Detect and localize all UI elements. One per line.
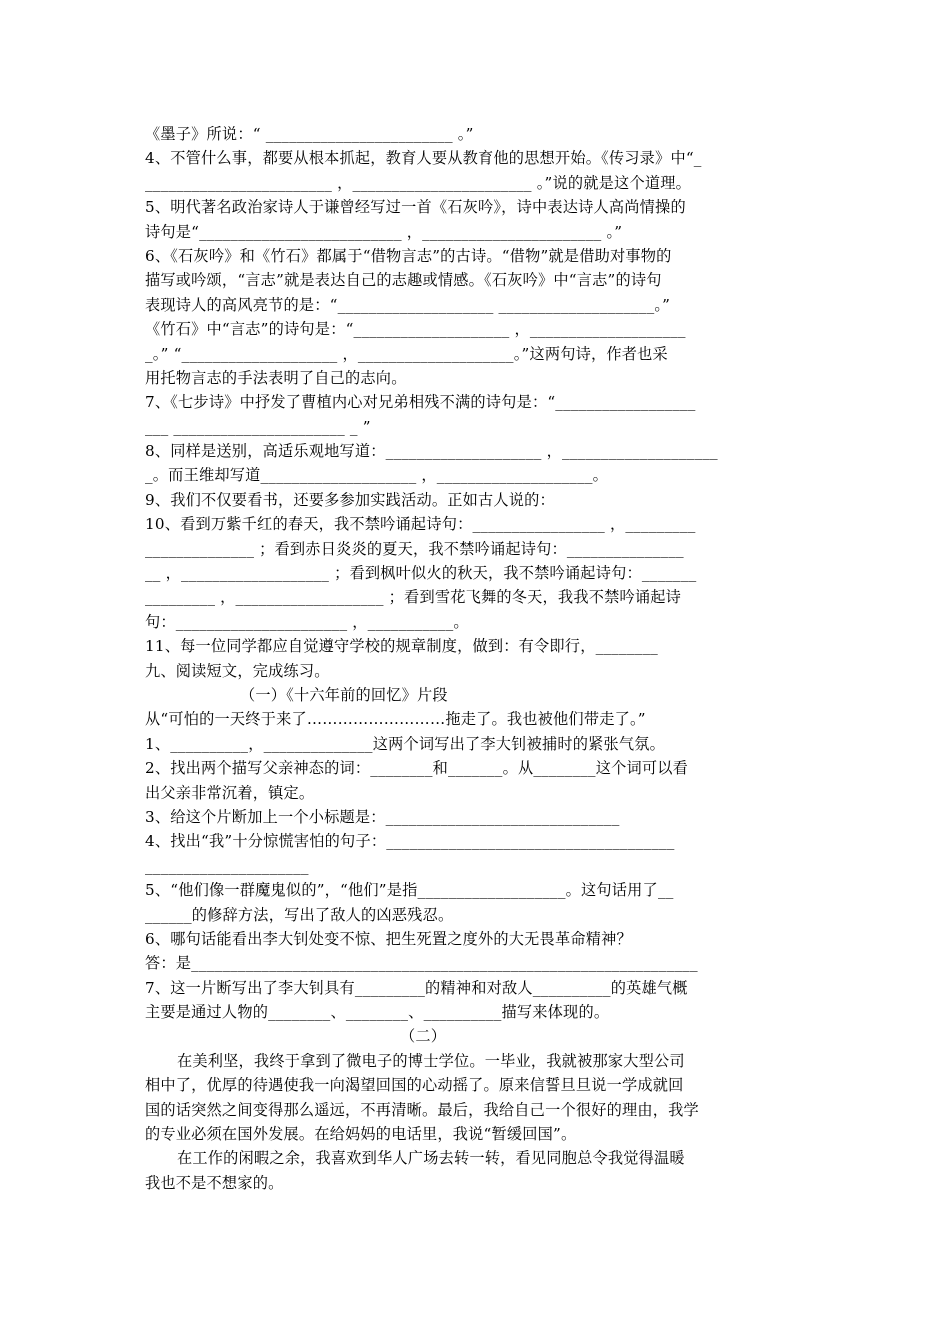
- text-line: 4、找出“我”十分惊慌害怕的句子：_____________________________________: [145, 832, 675, 851]
- text-line: 句：______________________ ，___________。: [145, 612, 469, 631]
- document-page: [145, 122, 810, 1195]
- text-line: _________ ，___________________ ；看到雪花飞舞的冬天，我我不禁吟诵起诗: [145, 588, 682, 607]
- text-line: 4、不管什么事，都要从根本抓起，教育人要从教育他的思想开始。《传习录》中“_: [145, 149, 702, 168]
- text-line: 从“可怕的一天终于来了………………………拖走了。我也被他们带走了。”: [145, 710, 646, 729]
- text-line: ______的修辞方法，写出了敌人的凶恶残忍。: [145, 905, 454, 924]
- text-line: 10、看到万紫千红的春天，我不禁吟诵起诗句：_________________ ，_________: [145, 515, 696, 534]
- text-line: __ ，___________________ ；看到枫叶似火的秋天，我不禁吟诵起诗句：_______: [145, 564, 697, 583]
- text-line: 用托物言志的手法表明了自己的志向。: [145, 368, 407, 387]
- text-line: 主要是通过人物的________、________、__________描写来体现的。: [145, 1003, 610, 1022]
- text-line: 6、《石灰吟》和《竹石》都属于“借物言志”的古诗。“借物”就是借助对事物的: [145, 246, 672, 265]
- text-line: 出父亲非常沉着，镇定。: [145, 783, 315, 802]
- text-line: _。而王维却写道____________________ ，____________________。: [145, 466, 609, 485]
- text-line: 2、找出两个描写父亲神态的词：________和_______。从________这个词可以看: [145, 759, 689, 778]
- text-line: 我也不是不想家的。: [145, 1173, 284, 1192]
- text-line: 答：是_________________________________________________________________: [145, 954, 698, 973]
- text-line: ______________ ；看到赤日炎炎的夏天，我不禁吟诵起诗句：_______________: [145, 539, 684, 558]
- text-line: 国的话突然之间变得那么遥远，不再清晰。最后，我给自己一个很好的理由，我学: [145, 1100, 699, 1119]
- text-line: 描写或吟颂，“言志”就是表达自己的志趣或情感。《石灰吟》中“言志”的诗句: [145, 271, 662, 290]
- text-line: 9、我们不仅要看书，还要多参加实践活动。正如古人说的：: [145, 490, 555, 509]
- text-line: 的专业必须在国外发展。在给妈妈的电话里，我说“暂缓回国”。: [145, 1125, 577, 1144]
- text-line: 3、给这个片断加上一个小标题是：______________________________: [145, 807, 620, 826]
- text-line: 《墨子》所说：“ ________________________ 。”: [145, 125, 474, 143]
- text-line: 诗句是“__________________________ ，_______________________ 。”: [145, 222, 623, 241]
- text-line: 11、每一位同学都应自觉遵守学校的规章制度，做到：有令即行，________: [145, 637, 658, 656]
- text-line: 表现诗人的高风亮节的是：“____________________ ____________________。”: [145, 295, 671, 314]
- text-line: _。” “____________________ ，____________________。”这两句诗，作者也采: [145, 344, 668, 363]
- text-line: 1、__________，______________这两个词写出了李大钊被捕时的紧张气氛。: [145, 734, 666, 753]
- section-heading: 九、阅读短文，完成练习。: [145, 661, 330, 680]
- text-line: 7、《七步诗》中抒发了曹植内心对兄弟相残不满的诗句是：“__________________: [145, 393, 696, 412]
- text-line: 在美利坚，我终于拿到了微电子的博士学位。一毕业，我就被那家大型公司: [177, 1051, 685, 1070]
- text-line: 7、这一片断写出了李大钊具有_________的精神和对敌人__________的英雄气概: [145, 978, 688, 997]
- text-line: 6、哪句话能看出李大钊处变不惊、把生死置之度外的大无畏革命精神？: [145, 929, 632, 948]
- text-line: 8、同样是送别，高适乐观地写道：____________________ ，____________________: [145, 442, 718, 461]
- text-line: 相中了，优厚的待遇使我一向渴望回国的心动摇了。原来信誓旦旦说一学成就回: [145, 1076, 684, 1095]
- text-line: _____________________: [145, 856, 309, 875]
- text-line: 5、“他们像一群魔鬼似的”，“他们”是指___________________。这句话用了__: [145, 881, 674, 900]
- text-line: 《竹石》中“言志”的诗句是：“____________________ ，____________________: [145, 320, 686, 339]
- text-line: ___ ______________________ _ ”: [145, 417, 371, 436]
- text-line: ________________________ ，_______________________ 。”说的就是这个道理。: [145, 173, 691, 192]
- text-line: 在工作的闲暇之余，我喜欢到华人广场去转一转，看见同胞总令我觉得温暖: [177, 1149, 685, 1168]
- passage-title: （一）《十六年前的回忆》片段: [240, 685, 448, 704]
- text-line: 5、明代著名政治家诗人于谦曾经写过一首《石灰吟》，诗中表达诗人高尚情操的: [145, 198, 686, 217]
- passage-title: （二）: [400, 1027, 447, 1046]
